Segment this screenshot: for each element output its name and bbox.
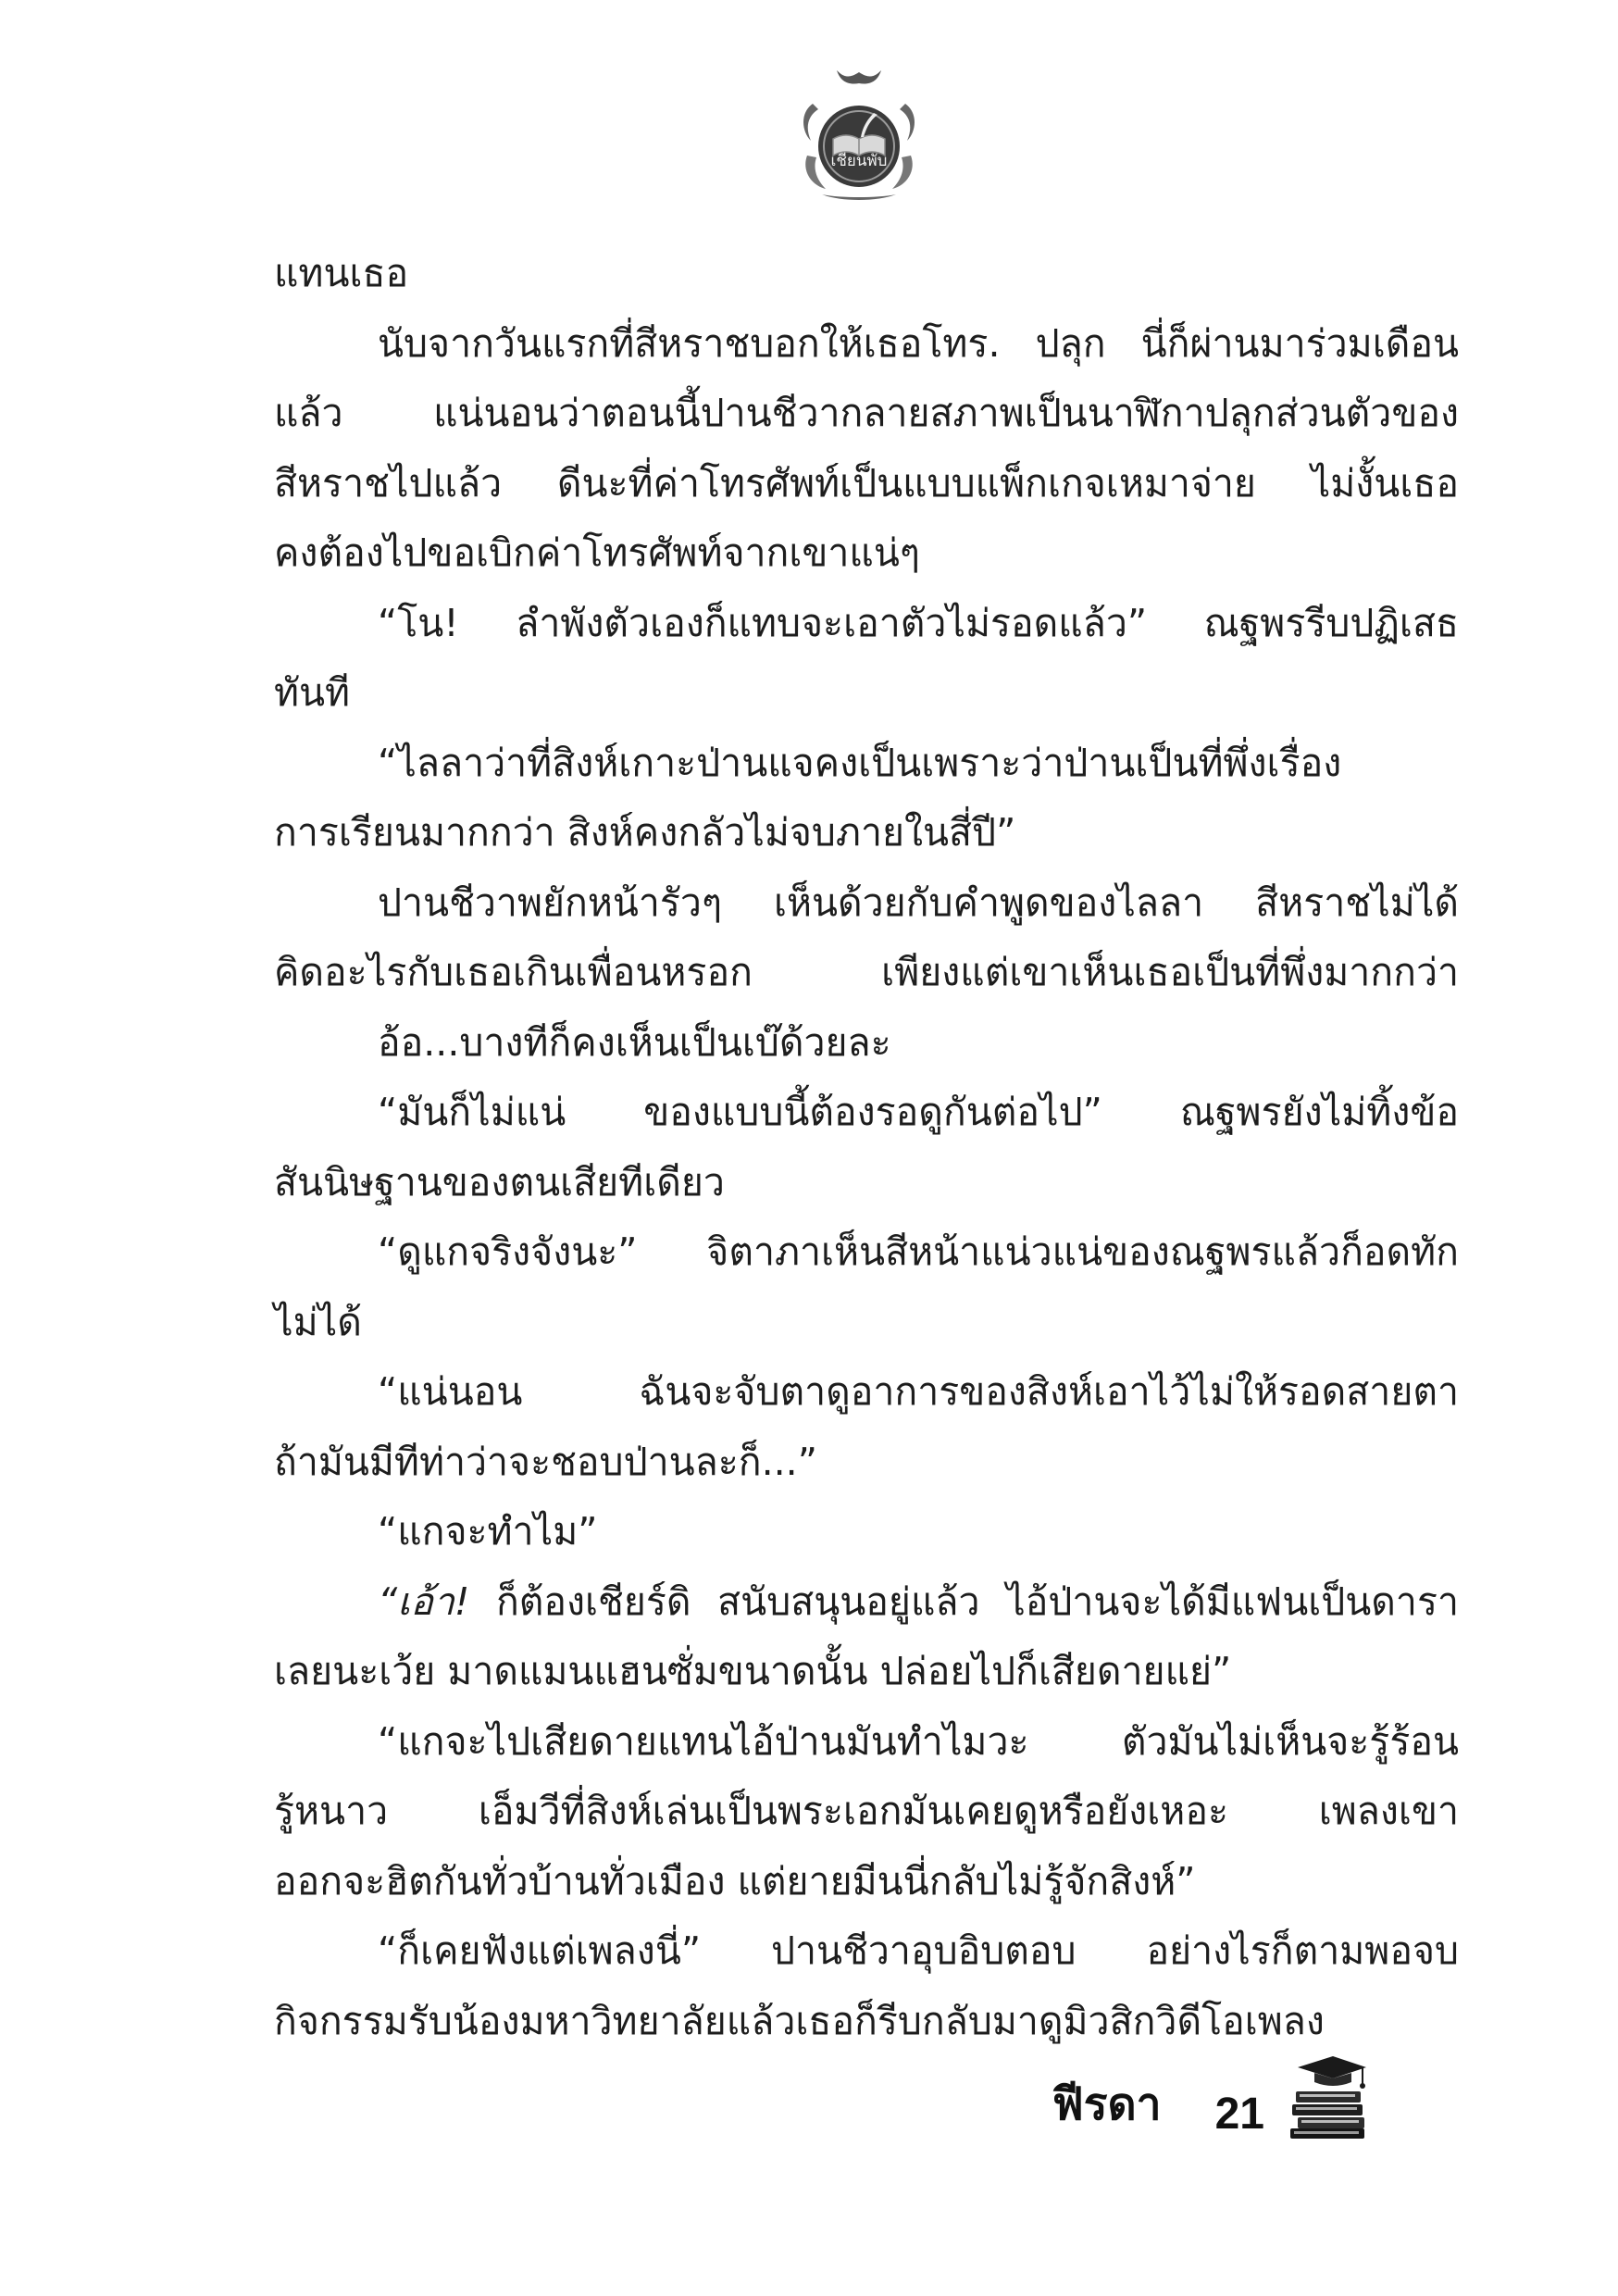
text-line: เลยนะเว้ย มาดแมนแฮนซั่มขนาดนั้น ปล่อยไปก็เสียดายแย่” <box>274 1649 1232 1693</box>
text-line: ออกจะฮิตกันทั่วบ้านทั่วเมือง แต่ยายมีนนี่กลับไม่รู้จักสิงห์” <box>274 1858 1196 1903</box>
text-line: แทนเธอ <box>274 251 409 295</box>
text-line: “มันก็ไม่แน่ ของแบบนี้ต้องรอดูกันต่อไป” ณฐพรยังไม่ทิ้งข้อ <box>378 1090 1459 1134</box>
text-line: แล้ว แน่นอนว่าตอนนี้ปานชีวากลายสภาพเป็นนาฬิกาปลุกส่วนตัวของ <box>274 391 1459 435</box>
text-line: นับจากวันแรกที่สีหราชบอกให้เธอโทร. ปลุก นี่ก็ผ่านมาร่วมเดือน <box>378 320 1459 366</box>
text-line: ไม่ได้ <box>274 1299 362 1344</box>
text-line: “แกจะทำไม” <box>378 1509 598 1554</box>
text-line-rest: ก็ต้องเชียร์ดิ สนับสนุนอยู่แล้ว ไอ้ป่านจะได้มีแฟนเป็นดารา <box>469 1578 1459 1624</box>
text-line: “โน! ลำพังตัวเองก็แทบจะเอาตัวไม่รอดแล้ว” ณฐพรรีบปฏิเสธ <box>378 600 1459 645</box>
text-line: ทันที <box>274 670 351 715</box>
text-line <box>274 1567 1459 1638</box>
page-number: 21 <box>1214 2090 1264 2139</box>
text-line: “ดูแกจริงจังนะ” จิตาภาเห็นสีหน้าแน่วแน่ของณฐพรแล้วก็อดทัก <box>378 1229 1459 1274</box>
text-line: ปานชีวาพยักหน้ารัวๆ เห็นด้วยกับคำพูดของไลลา สีหราชไม่ได้ <box>378 880 1459 925</box>
text-line: กิจกรรมรับน้องมหาวิทยาลัยแล้วเธอก็รีบกลับมาดูมิวสิกวิดีโอเพลง <box>274 1998 1325 2043</box>
book-title: ฟีรดา <box>1052 2080 1162 2129</box>
italic-exclamation: “เอ้า! <box>378 1578 470 1624</box>
text-line: “แน่นอน ฉันจะจับตาดูอาการของสิงห์เอาไว้ไม่ให้รอดสายตา <box>378 1369 1459 1414</box>
text-line: การเรียนมากกว่า สิงห์คงกลัวไม่จบภายในสี่ปี” <box>274 810 1016 855</box>
text-line: คงต้องไปขอเบิกค่าโทรศัพท์จากเขาแน่ๆ <box>274 530 920 575</box>
text-line: “แกจะไปเสียดายแทนไอ้ป่านมันทำไมวะ ตัวมันไม่เห็นจะรู้ร้อน <box>378 1718 1459 1764</box>
publisher-logo <box>794 67 924 204</box>
text-line: อ้อ...บางทีก็คงเห็นเป็นเบ๊ด้วยละ <box>378 1019 891 1065</box>
story-text <box>274 239 1459 2056</box>
ornamental-book-crest-icon <box>794 67 924 204</box>
text-line: คิดอะไรกับเธอเกินเพื่อนหรอก เพียงแต่เขาเห็นเธอเป็นที่พึ่งมากกว่า <box>274 950 1459 994</box>
text-line: ถ้ามันมีทีท่าว่าจะชอบป่านละก็...” <box>274 1439 817 1484</box>
text-line: “ไลลาว่าที่สิงห์เกาะป่านแจคงเป็นเพราะว่าป่านเป็นที่พึ่งเรื่อง <box>378 740 1342 785</box>
books-with-graduation-cap-icon <box>1288 2051 1370 2140</box>
text-line: “ก็เคยฟังแต่เพลงนี่” ปานชีวาอุบอิบตอบ อย่างไรก็ตามพอจบ <box>378 1928 1459 1973</box>
text-line: รู้หนาว เอ็มวีที่สิงห์เล่นเป็นพระเอกมันเคยดูหรือยังเหอะ เพลงเขา <box>274 1789 1459 1833</box>
logo-text: เชียนพับ <box>830 152 888 170</box>
page-footer <box>1052 2051 1370 2140</box>
text-line: สันนิษฐานของตนเสียทีเดียว <box>274 1159 725 1204</box>
text-line: สีหราชไปแล้ว ดีนะที่ค่าโทรศัพท์เป็นแบบแพ็กเกจเหมาจ่าย ไม่งั้นเธอ <box>274 460 1459 505</box>
